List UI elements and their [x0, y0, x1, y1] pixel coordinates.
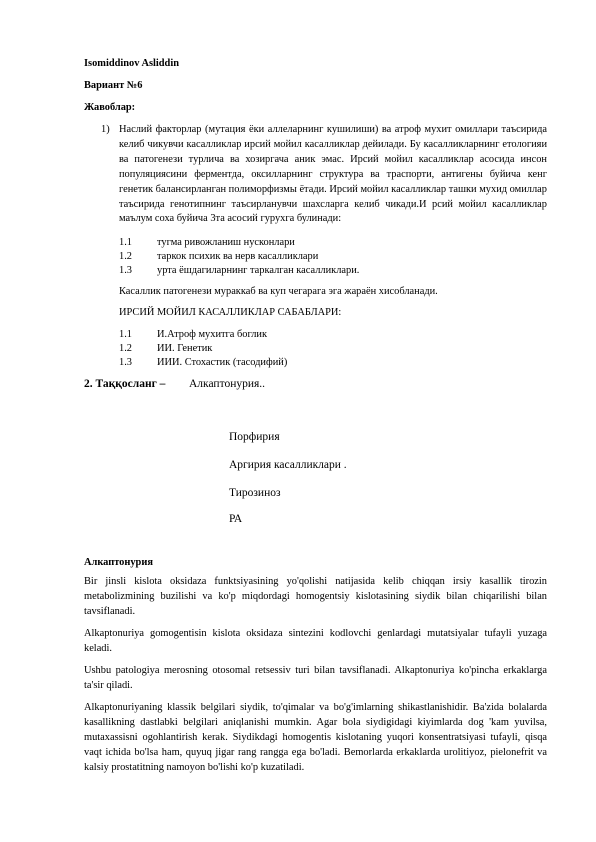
item2-first-option: Алкаптонурия..	[189, 378, 266, 390]
group-number: 1.1	[119, 237, 132, 248]
cause-text: ИИ. Генетик	[157, 343, 213, 354]
compare-option: РА	[229, 513, 243, 525]
compare-option: Аргирия касалликлари .	[229, 459, 347, 471]
section-paragraph-4: Alkaptonuriyaning klassik belgilari siydik, to'qimalar va bo'g'imlarning shikastlanishidir. Ba'zida bolalarda kasallikning dastlabki belgilari aniqlanishi mumkin. Agar bola siydigidagi kiyimlarda dog 'kam yuvilsa, mutaxassisni ogohlantirish kerak. Siydikdagi homogentis kislotaning yuqori konsentratsiyasi tufayli, qisqa vaqt ichida bo'lsa ham, quyuq jigar rang rangga ega bo'ladi. Bemorlarda erkaklarda urolitiyoz, pielonefrit va kalsiy prostatitning namoyon bo'lishi ko'p kuzatiladi.	[84, 702, 547, 773]
section-paragraph-1: Bir jinsli kislota oksidaza funktsiyasining yo'qolishi natijasida kelib chiqqan irsiy kasallik tirozin metabolizmining buzilishi va ko'p miqdordagi homogentsiy kislotasining siydik bilan chiqarilishi bilan tavsiflanadi.	[84, 576, 547, 617]
causes-heading: ИРСИЙ МОЙИЛ КАСАЛЛИКЛАР САБАБЛАРИ:	[119, 307, 342, 318]
compare-option: Тирозиноз	[229, 487, 281, 499]
compare-option: Порфирия	[229, 431, 280, 443]
group-number: 1.2	[119, 251, 132, 262]
item-number-1: 1)	[101, 124, 110, 135]
item2-label: 2. Таққосланг –	[84, 378, 166, 390]
group-text: тугма ривожланиш нусконлари	[157, 237, 295, 248]
variant-title: Вариант №6	[84, 80, 143, 91]
group-text: таркок психик ва нерв касалликлари	[157, 251, 319, 262]
section-paragraph-2: Alkaptonuriya gomogentisin kislota oksidaza sintezini kodlovchi genlardagi mutatsiyalar tufayli yuzaga keladi.	[84, 628, 547, 654]
cause-number: 1.1	[119, 329, 132, 340]
pathogenesis-sentence: Касаллик патогенези мураккаб ва куп чегарага эга жараён хисобланади.	[119, 286, 438, 297]
cause-number: 1.2	[119, 343, 132, 354]
group-number: 1.3	[119, 265, 132, 276]
group-text: урта ёшдагиларнинг таркалган касалликлари.	[157, 265, 360, 276]
answers-heading: Жавоблар:	[84, 102, 136, 113]
section-heading: Алкаптонурия	[84, 557, 153, 568]
author-name: Isomiddinov Asliddin	[84, 58, 180, 69]
section-paragraph-3: Ushbu patologiya merosning otosomal retsessiv turi bilan tavsiflanadi. Alkaptonuriya ko'pincha erkaklarga ta'sir qiladi.	[84, 665, 547, 691]
cause-text: И.Атроф мухитга боглик	[157, 329, 268, 340]
cause-text: ИИИ. Стохастик (тасодифий)	[157, 357, 288, 368]
cause-number: 1.3	[119, 357, 132, 368]
item1-paragraph: Наслий факторлар (мутация ёки аллеларнинг кушилиши) ва атроф мухит омиллари таъсирида келиб чикувчи касалликлар ирсий мойил касалликлар дейилади. Бу касалликларнинг етологияи ва патогенези турлича ва хозиргача аник эмас. Ирсий мойил касалликлар асосида инсон популяциясини ферментда, оксилларнинг структура ва траспорти, антигены буйича кенг генетик балансирланган полиморфизмы ётади. Ирсий мойил касалликлар ташки мухид омиллар таъсирида генотипнинг таъсирланувчи шахсларга келиб чикади.И рсий мойил касалликлар маълум соха буйича 3та асосий гурухга булинади:	[119, 124, 547, 225]
